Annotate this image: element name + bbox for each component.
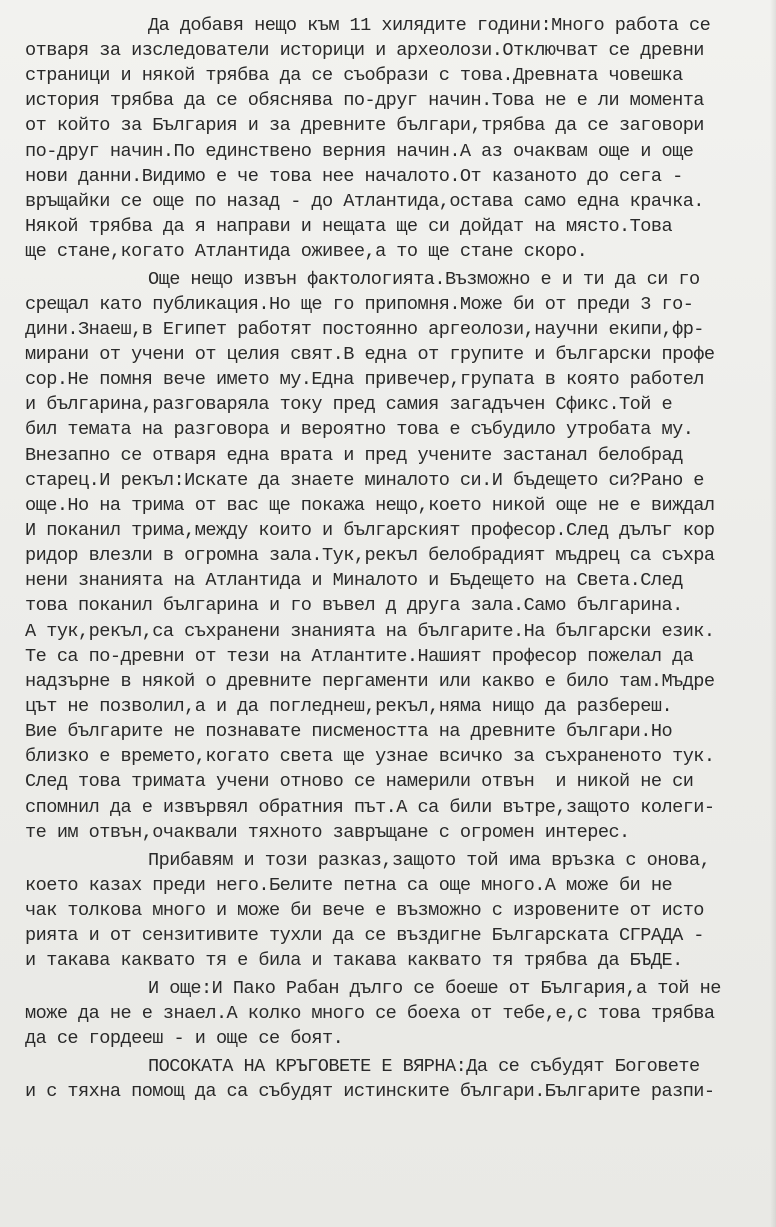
text-line: още.Но на трима от вас ще покажа нещо,което никой още не е виждал: [25, 495, 715, 516]
text-line: Още нещо извън фактологията.Възможно е и ти да си го: [148, 269, 700, 290]
text-line: страници и някой трябва да се съобрази с това.Древната човешка: [25, 65, 683, 86]
text-line: което казах преди него.Белите петна са още много.А може би не: [25, 875, 673, 896]
text-line: мирани от учени от целия свят.В една от групите и български профе: [25, 344, 715, 365]
text-line: нови данни.Видимо е че това нее началото.От казаното до сега -: [25, 166, 683, 187]
text-line: Прибавям и този разказ,защото той има връзка с онова,: [148, 850, 711, 871]
text-line: по-друг начин.По единствено верния начин.А аз очаквам още и още: [25, 141, 694, 162]
text-line: бил темата на разговора и вероятно това е събудило утробата му.: [25, 419, 694, 440]
text-line: срещал като публикация.Но ще го припомня.Може би от преди 3 го-: [25, 294, 694, 315]
text-line: и такава каквато тя е била и такава каквато тя трябва да БЪДЕ.: [25, 950, 683, 971]
text-line: ридор влезли в огромна зала.Тук,рекъл белобрадият мъдрец са съхра: [25, 545, 715, 566]
text-line: от който за България и за древните българи,трябва да се заговори: [25, 115, 704, 136]
text-line: И поканил трима,между които и българският професор.След дълъг кор: [25, 520, 715, 541]
text-line: цът не позволил,а и да погледнеш,рекъл,няма нищо да разбереш.: [25, 696, 673, 717]
text-line: да се гордееш - и още се боят.: [25, 1028, 344, 1049]
text-line: и българина,разговаряла току пред самия загадъчен Сфикс.Той е: [25, 394, 673, 415]
text-line: дини.Знаеш,в Египет работят постоянно аргеолози,научни екипи,фр-: [25, 319, 704, 340]
text-line: Да добавя нещо към 11 хилядите години:Много работа се: [148, 15, 711, 36]
text-line: А тук,рекъл,са съхранени знанията на българите.На български език.: [25, 621, 715, 642]
text-line: След това тримата учени отново се намерили отвън и никой не си: [25, 771, 694, 792]
text-line: старец.И рекъл:Искате да знаете миналото си.И бъдещето си?Рано е: [25, 470, 704, 491]
text-line: история трябва да се обяснява по-друг начин.Това не е ли момента: [25, 90, 704, 111]
text-line: нени знанията на Атлантида и Миналото и Бъдещето на Света.След: [25, 570, 683, 591]
text-line: спомнил да е извървял обратния път.А са били вътре,защото колеги-: [25, 797, 715, 818]
page-edge-shadow: [770, 0, 776, 1227]
text-line: сор.Не помня вече името му.Една привечер,групата в която работел: [25, 369, 704, 390]
text-line: Някой трябва да я направи и нещата ще си дойдат на място.Това: [25, 216, 673, 237]
text-line: чак толкова много и може би вече е възможно с изровените от исто: [25, 900, 704, 921]
text-line: и с тяхна помощ да са събудят истинските българи.Българите разпи-: [25, 1081, 715, 1102]
text-line: връщайки се още по назад - до Атлантида,остава само една крачка.: [25, 191, 704, 212]
text-line: това поканил българина и го въвел д друга зала.Само българина.: [25, 595, 683, 616]
text-line: Те са по-древни от тези на Атлантите.Нашият професор пожелал да: [25, 646, 694, 667]
text-line: ПОСОКАТА НА КРЪГОВЕТЕ Е ВЯРНА:Да се събудят Боговете: [148, 1056, 700, 1077]
text-line: И още:И Пако Рабан дълго се боеше от България,а той не: [148, 978, 721, 999]
text-line: ще стане,когато Атлантида оживее,а то ще стане скоро.: [25, 241, 588, 262]
text-line: надзърне в някой о древните пергаменти или какво е било там.Мъдре: [25, 671, 715, 692]
text-line: те им отвън,очаквали тяхното завръщане с огромен интерес.: [25, 822, 630, 843]
text-line: рията и от сензитивите тухли да се въздигне Българската СГРАДА -: [25, 925, 704, 946]
text-line: може да не е знаел.А колко много се боеха от тебе,е,с това трябва: [25, 1003, 715, 1024]
text-line: Внезапно се отваря една врата и пред учените застанал белобрад: [25, 445, 683, 466]
text-line: Вие българите не познавате писмеността на древните българи.Но: [25, 721, 673, 742]
text-line: отваря за изследователи историци и археолози.Отключват се древни: [25, 40, 704, 61]
text-line: близко е времето,когато света ще узнае всичко за съхраненото тук.: [25, 746, 715, 767]
